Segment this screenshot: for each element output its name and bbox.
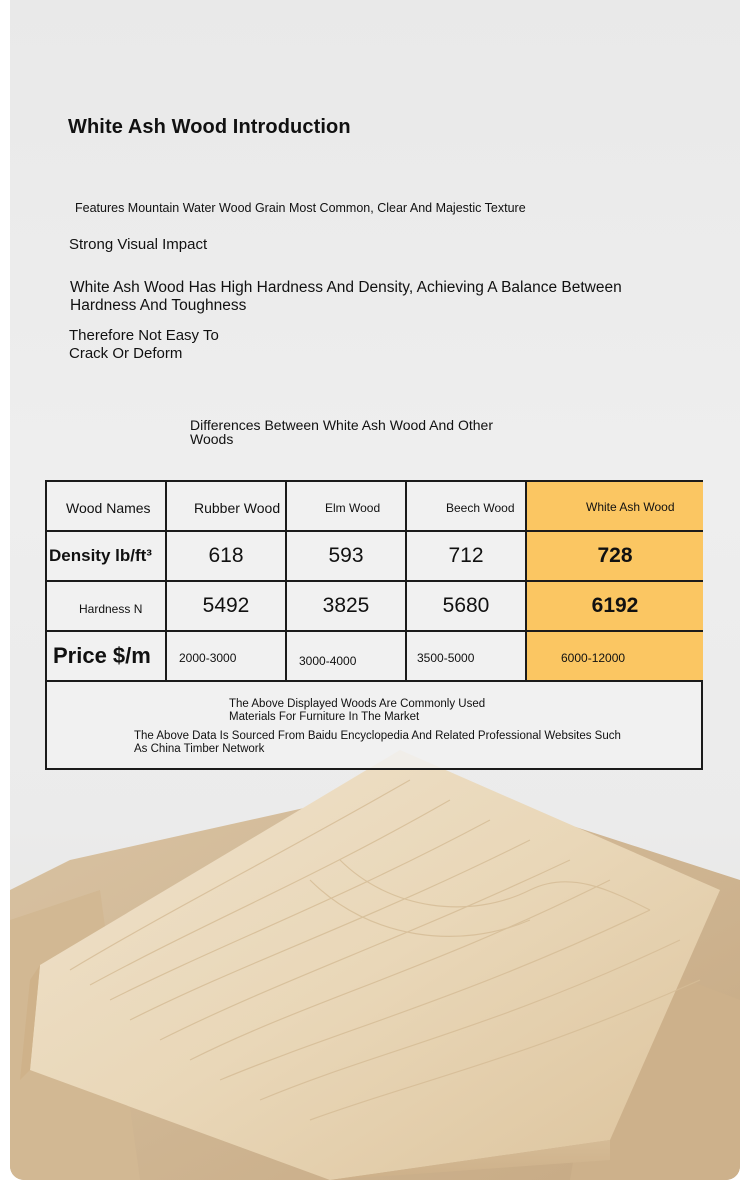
table-note-data-source: The Above Data Is Sourced From Baidu Encyclopedia And Related Professional Websites Such As China Timber Network [134,730,621,755]
paragraph-strong-visual: Strong Visual Impact [69,236,208,253]
table-note-common-materials: The Above Displayed Woods Are Commonly Used Materials For Furniture In The Market [229,698,486,723]
density-rubber: 618 [167,532,287,582]
product-detail-page [10,0,740,1180]
page-title: White Ash Wood Introduction [68,116,351,138]
density-elm: 593 [287,532,407,582]
hardness-white-ash: 6192 [527,582,703,632]
row-label-density: Density lb/ft³ [47,532,167,582]
header-white-ash-wood: White Ash Wood [527,482,703,532]
paragraph-hardness: White Ash Wood Has High Hardness And Density, Achieving A Balance Between Hardness And Toughness [70,279,622,314]
header-beech-wood: Beech Wood [407,482,527,532]
density-white-ash: 728 [527,532,703,582]
wood-board-image [10,740,740,1180]
price-white-ash: 6000-12000 [527,632,703,682]
wood-comparison-table [45,480,703,770]
paragraph-crack: Therefore Not Easy To Crack Or Deform [69,327,219,362]
hardness-rubber: 5492 [167,582,287,632]
row-label-price: Price $/m [47,632,167,682]
density-beech: 712 [407,532,527,582]
price-rubber: 2000-3000 [167,632,287,682]
header-wood-names: Wood Names [47,482,167,532]
comparison-title: Differences Between White Ash Wood And Other Woods [190,417,493,447]
row-label-hardness: Hardness N [47,582,167,632]
price-beech: 3500-5000 [407,632,527,682]
hardness-beech: 5680 [407,582,527,632]
features-line: Features Mountain Water Wood Grain Most Common, Clear And Majestic Texture [75,201,526,215]
price-elm: 3000-4000 [287,632,407,682]
header-rubber-wood: Rubber Wood [167,482,287,532]
hardness-elm: 3825 [287,582,407,632]
header-elm-wood: Elm Wood [287,482,407,532]
